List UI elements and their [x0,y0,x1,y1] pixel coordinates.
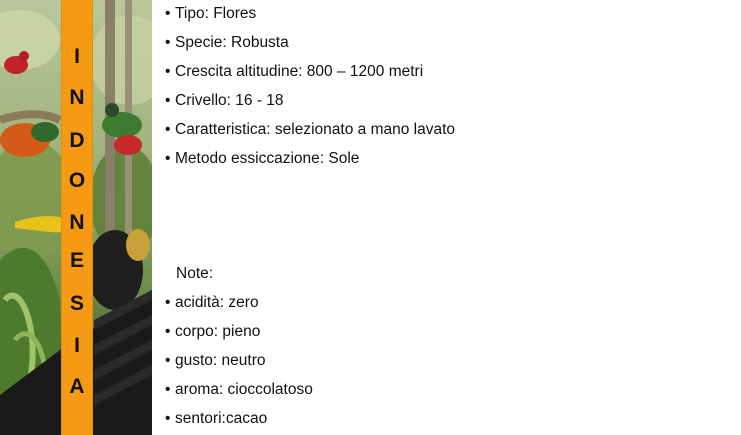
bullet: • [165,121,171,138]
bullet: • [165,150,171,167]
country-letter: N [69,211,85,234]
bullet: • [165,381,171,398]
spec-species [165,33,289,53]
country-letter: D [69,129,85,152]
note-text: corpo: pieno [175,323,261,340]
country-letter: S [69,292,84,315]
bullet: • [165,352,171,369]
country-letter: I [74,334,80,357]
bullet: • [165,63,171,80]
country-letter: A [69,375,85,398]
bullet: • [165,34,171,51]
coffee-details [165,0,725,435]
bullet: • [165,92,171,109]
spec-text: Caratteristica: selezionato a mano lavato [175,121,456,138]
note-text: acidità: zero [175,294,259,311]
spec-screen-size [165,91,284,111]
spec-characteristic [165,120,455,140]
note-hints [165,409,267,429]
spec-text: Specie: Robusta [175,34,289,51]
note-aroma [165,380,313,400]
country-name-band [61,0,93,435]
bullet: • [165,5,171,22]
spec-type [165,4,256,24]
notes-heading: Note: [176,265,214,282]
spec-text: Crescita altitudine: 800 – 1200 metri [175,63,424,80]
note-text: sentori:cacao [175,410,268,427]
country-letter: I [74,45,80,68]
spec-text: Crivello: 16 - 18 [175,92,284,109]
jungle-bird-illustration [0,0,152,435]
note-text: aroma: cioccolatoso [175,381,313,398]
note-taste [165,351,265,371]
spec-text: Tipo: Flores [175,5,257,22]
country-letter: O [68,169,86,192]
spec-drying-method [165,149,359,169]
note-acidity [165,293,259,313]
country-letter: N [69,86,85,109]
spec-altitude [165,62,423,82]
bullet: • [165,410,171,427]
country-letter: E [69,249,84,272]
bullet: • [165,294,171,311]
note-text: gusto: neutro [175,352,266,369]
spec-text: Metodo essiccazione: Sole [175,150,360,167]
note-body [165,322,260,342]
bullet: • [165,323,171,340]
